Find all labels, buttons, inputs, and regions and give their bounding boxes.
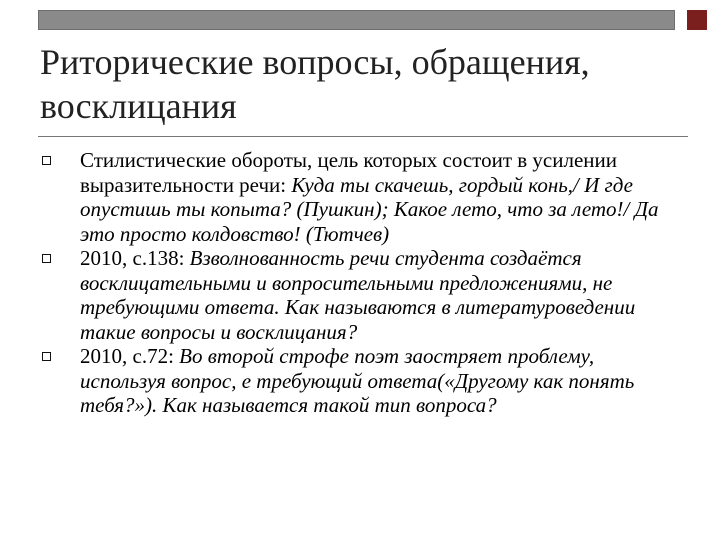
title-divider: [38, 136, 688, 137]
bullet-2-question: Взволнованность речи студента создаётся восклицательными и вопросительными предложениями, не требующими ответа. Как называются в литературоведении такие вопросы и восклицания?: [80, 246, 636, 344]
bullet-3-question: Во второй строфе поэт заостряет проблему, используя вопрос, е требующий ответа(«Другому как понять тебя?»). Как называется такой тип вопроса?: [80, 344, 635, 417]
corner-accent-square: [687, 10, 707, 30]
bullet-3-source: 2010, с.72:: [80, 344, 180, 368]
bullet-item-3: [40, 344, 680, 418]
bullet-1-quote: Куда ты скачешь, гордый конь,/ И где опустишь ты копыта? (Пушкин); Какое лето, что за лето!/ Да это просто колдовство! (Тютчев): [80, 172, 659, 246]
bullet-1-text: Стилистические обороты, цель которых состоит в усилении выразительности речи:: [80, 148, 617, 197]
bullet-list: [40, 148, 680, 418]
hollow-square-bullet-icon: [42, 352, 51, 361]
slide-title-line-1: Риторические вопросы, обращения,: [40, 42, 590, 82]
top-decorative-bar: [38, 10, 675, 30]
hollow-square-bullet-icon: [42, 156, 51, 165]
bullet-item-2: [40, 246, 680, 344]
bullet-item-1: [40, 148, 680, 246]
hollow-square-bullet-icon: [42, 254, 51, 263]
bullet-2-source: 2010, с.138:: [80, 246, 190, 270]
slide-title-line-2: восклицания: [40, 86, 237, 126]
slide-title: [40, 40, 700, 128]
